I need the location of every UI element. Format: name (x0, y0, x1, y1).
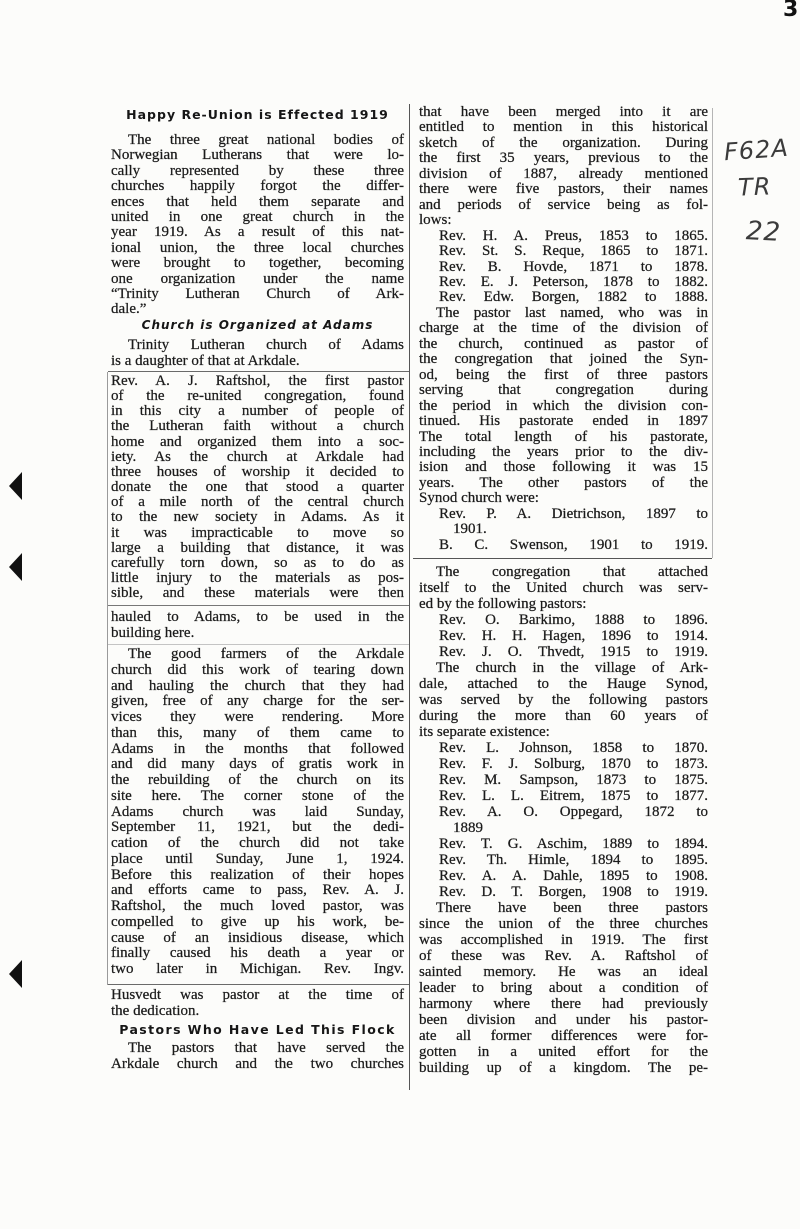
clipping-edge (107, 372, 108, 985)
text-line: entitled to mention in this historical (419, 119, 708, 136)
text-line: is a daughter of that at Arkdale. (111, 352, 300, 369)
text-line: ences that held them separate and (111, 193, 404, 210)
handwritten-note: TR (737, 172, 772, 202)
paragraph-lines (111, 338, 404, 369)
text-line: charge at the time of the division of (419, 320, 708, 337)
pastor-list (419, 612, 708, 660)
text-line: the first 35 years, previous to the (419, 150, 708, 167)
text-line: Rev. Th. Himle, 1894 to 1895. (439, 852, 708, 868)
text-line: Adams in the months that followed (111, 740, 404, 757)
text-line: Adams church was laid Sunday, (111, 803, 404, 820)
text-line: Rev. P. A. Dietrichson, 1897 to (439, 505, 708, 522)
text-line: than this, many of them came to (111, 724, 404, 741)
text-line: cation of the church did not take (111, 835, 404, 851)
text-line: large a building that distance, it was (111, 539, 404, 556)
text-line: Rev. A. A. Dahle, 1895 to 1908. (439, 868, 708, 884)
article-paragraph (111, 133, 404, 318)
article-paragraph (111, 647, 404, 978)
paragraph-lines (111, 609, 404, 641)
paragraph-lines (111, 133, 404, 318)
pastor-entry (419, 852, 708, 868)
text-line: dale.” (111, 301, 147, 318)
article-paragraph (111, 609, 404, 641)
text-line: sainted memory. He was an ideal (419, 964, 708, 980)
text-line: Rev. Edw. Borgen, 1882 to 1888. (439, 289, 708, 306)
text-line: cally represented by these three (111, 162, 404, 179)
text-line: ision and those following it was 15 (419, 459, 708, 476)
subheading: Pastors Who Have Led This Flock (119, 1022, 396, 1037)
text-line: September 11, 1921, but the dedi- (111, 819, 404, 836)
text-line: during the more than 60 years of (419, 708, 708, 724)
paragraph-lines (419, 105, 708, 229)
pastor-entry (419, 644, 708, 660)
text-line: “Trinity Lutheran Church of Ark- (111, 286, 404, 303)
text-line: Rev. B. Hovde, 1871 to 1878. (439, 258, 708, 275)
text-line: serving that congregation during (419, 382, 708, 399)
text-line: The church in the village of Ark- (436, 660, 708, 676)
text-line: Synod church were: (419, 490, 539, 507)
text-line: od, being the first of three pastors (419, 366, 708, 383)
text-line: ional union, the three local churches (111, 239, 404, 256)
column-divider (409, 104, 410, 1090)
text-line: sketch of the organization. During (419, 134, 708, 151)
paragraph-lines (111, 374, 404, 601)
text-line: of these was Rev. A. Raftshol of (419, 948, 708, 964)
article-paragraph (111, 1040, 404, 1072)
pastor-entry (419, 740, 708, 756)
text-line: vices they were rendering. More (111, 709, 404, 725)
page-number: 3 (783, 0, 799, 22)
margin-arrow-icon (9, 553, 22, 581)
pastor-list (419, 229, 708, 306)
pastor-entry (419, 290, 708, 305)
text-line: one organization under the name (111, 270, 404, 287)
text-line: Raftshol, the much loved pastor, was (111, 898, 404, 914)
text-line: united in one great church in the (111, 209, 404, 226)
paragraph-lines (419, 660, 708, 740)
pastor-entry (419, 229, 708, 244)
text-line: Rev. D. T. Borgen, 1908 to 1919. (439, 884, 708, 900)
text-line: Rev. L. Johnson, 1858 to 1870. (439, 740, 708, 756)
text-line: sible, and these materials were then (111, 585, 404, 602)
clipping-edge (108, 644, 409, 645)
clipping-edge (413, 558, 712, 559)
pastor-entry (419, 788, 708, 804)
text-line: since the union of the three churches (419, 916, 708, 932)
text-line: two later in Michigan. Rev. Ingv. (111, 961, 404, 977)
handwritten-note: 22 (745, 216, 782, 248)
text-line: the dedication. (111, 1003, 200, 1020)
text-line: three houses of worship it decided to (111, 463, 404, 480)
text-line: of a mile north of the central church (111, 494, 404, 511)
paragraph-lines (419, 900, 708, 1076)
text-line: Rev. H. H. Hagen, 1896 to 1914. (439, 628, 708, 644)
pastor-entry (419, 804, 708, 836)
text-line: 1901. (453, 521, 487, 538)
text-line: Rev. O. Barkimo, 1888 to 1896. (439, 612, 708, 628)
text-line: division of 1887, already mentioned (419, 165, 708, 182)
text-line: little injury to the materials as pos- (111, 570, 404, 587)
text-line: 1889 (453, 820, 483, 836)
text-line: site here. The corner stone of the (111, 787, 404, 804)
paragraph-lines (111, 1040, 404, 1072)
article-paragraph (111, 987, 404, 1020)
text-line: B. C. Swenson, 1901 to 1919. (439, 536, 708, 553)
pastor-entry (419, 538, 708, 553)
pastor-list (419, 507, 708, 553)
article-paragraph (111, 374, 404, 601)
headline: Happy Re-Union is Effected 1919 (126, 107, 389, 122)
clipping-edge (108, 984, 409, 985)
text-line: the Lutheran faith without a church (111, 418, 404, 435)
text-line: hauled to Adams, to be used in the (111, 609, 404, 625)
text-line: dale, attached to the Hauge Synod, (419, 676, 708, 692)
text-line: tinued. His pastorate ended in 1897 (419, 413, 708, 430)
text-line: been division and under his pastor- (419, 1012, 708, 1028)
pastor-entry (419, 836, 708, 852)
pastor-list (419, 740, 708, 900)
text-line: cause of an insidious disease, which (111, 929, 404, 946)
subheading: Church is Organized at Adams (141, 318, 374, 332)
text-line: the period in which the division con- (419, 397, 708, 414)
pastor-entry (419, 884, 708, 900)
article-section (419, 564, 708, 1076)
article-paragraph (111, 338, 404, 369)
pastor-entry (419, 275, 708, 290)
paragraph-lines (111, 987, 404, 1020)
text-line: lows: (419, 212, 452, 229)
text-line: donate the one that stood a quarter (111, 479, 404, 496)
pastor-entry (419, 244, 708, 259)
paragraph-lines (111, 647, 404, 978)
text-line: given, free of any charge for the ser- (111, 693, 404, 710)
text-line: Rev. T. G. Aschim, 1889 to 1894. (439, 836, 708, 852)
pastor-entry (419, 507, 708, 538)
text-line: Norwegian Lutherans that were lo- (111, 147, 404, 164)
text-line: ed by the following pastors: (419, 596, 587, 612)
margin-arrow-icon (9, 472, 22, 500)
text-line: gotten in a united effort for the (419, 1044, 708, 1060)
text-line: to the new society in Adams. As it (111, 509, 404, 526)
pastor-entry (419, 628, 708, 644)
pastor-entry (419, 612, 708, 628)
article-section (419, 105, 708, 553)
handwritten-note: F62A (723, 133, 790, 167)
text-line: and periods of service being as fol- (419, 196, 708, 213)
text-line: and hauling the church that they had (111, 677, 404, 694)
text-line: Rev. L. L. Eitrem, 1875 to 1877. (439, 788, 708, 804)
pastor-entry (419, 868, 708, 884)
text-line: Rev. A. O. Oppegard, 1872 to (439, 804, 708, 820)
text-line: years. The other pastors of the (419, 474, 708, 491)
text-line: there were five pastors, their names (419, 181, 708, 198)
margin-arrow-icon (9, 960, 22, 988)
text-line: Rev. M. Sampson, 1873 to 1875. (439, 772, 708, 788)
text-line: building here. (111, 625, 195, 642)
paragraph-lines (419, 306, 708, 507)
clipping-edge (712, 108, 713, 558)
text-line: that have been merged into it are (419, 104, 708, 120)
text-line: The congregation that attached (436, 564, 708, 580)
text-line: Arkdale church and the two churches (111, 1056, 404, 1072)
pastor-entry (419, 260, 708, 275)
text-line: the rebuilding of the church on its (111, 772, 404, 788)
text-line: ate all former differences were for- (419, 1028, 708, 1044)
text-line: carefully torn down, so as to do as (111, 554, 404, 571)
text-line: Rev. St. S. Reque, 1865 to 1871. (439, 243, 708, 260)
text-line: and did many days of gratis work in (111, 756, 404, 773)
text-line: churches happily forgot the differ- (111, 178, 404, 195)
text-line: Rev. J. O. Thvedt, 1915 to 1919. (439, 644, 708, 660)
clipping-edge (108, 605, 409, 606)
text-line: Husvedt was pastor at the time of (111, 987, 404, 1003)
text-line: compelled to give up his work, be- (111, 913, 404, 930)
text-line: the congregation that joined the Syn- (419, 351, 708, 368)
text-line: The pastor last named, who was in (436, 304, 708, 321)
clipping-edge (108, 371, 409, 372)
text-line: including the years prior to the div- (419, 443, 708, 460)
text-line: The total length of his pastorate, (419, 428, 708, 445)
text-line: was accomplished in 1919. The first (419, 932, 708, 948)
text-line: church did this work of tearing down (111, 661, 404, 678)
text-line: Rev. A. J. Raftshol, the first pastor (111, 373, 404, 389)
text-line: There have been three pastors (436, 900, 708, 916)
text-line: itself to the United church was serv- (419, 580, 708, 596)
pastor-entry (419, 772, 708, 788)
text-line: were brought to together, becoming (111, 255, 404, 272)
text-line: its separate existence: (419, 724, 550, 740)
text-line: Rev. F. J. Solburg, 1870 to 1873. (439, 756, 708, 772)
text-line: building up of a kingdom. The pe- (419, 1060, 708, 1076)
text-line: The good farmers of the Arkdale (128, 646, 404, 662)
text-line: finally caused his death a year or (111, 945, 404, 962)
text-line: The pastors that have served the (128, 1040, 404, 1056)
text-line: Rev. E. J. Peterson, 1878 to 1882. (439, 273, 708, 290)
text-line: it was impracticable to move so (111, 524, 404, 541)
paragraph-lines (419, 564, 708, 612)
text-line: Before this realization of their hopes (111, 866, 404, 883)
text-line: Rev. H. A. Preus, 1853 to 1865. (439, 227, 708, 244)
text-line: in this city a number of people of (111, 403, 404, 420)
text-line: the church, continued as pastor of (419, 335, 708, 352)
text-line: home and organized them into a soc- (111, 433, 404, 450)
text-line: place until Sunday, June 1, 1924. (111, 850, 404, 867)
text-line: The three great national bodies of (128, 132, 404, 148)
text-line: leader to bring about a condition of (419, 980, 708, 996)
text-line: year 1919. As a result of this nat- (111, 224, 404, 241)
pastor-entry (419, 756, 708, 772)
text-line: of the re-united congregation, found (111, 388, 404, 405)
text-line: Trinity Lutheran church of Adams (128, 337, 404, 353)
text-line: was served by the following pastors (419, 692, 708, 708)
text-line: harmony where there had previously (419, 996, 708, 1012)
text-line: and efforts came to pass, Rev. A. J. (111, 882, 404, 899)
text-line: iety. As the church at Arkdale had (111, 448, 404, 465)
